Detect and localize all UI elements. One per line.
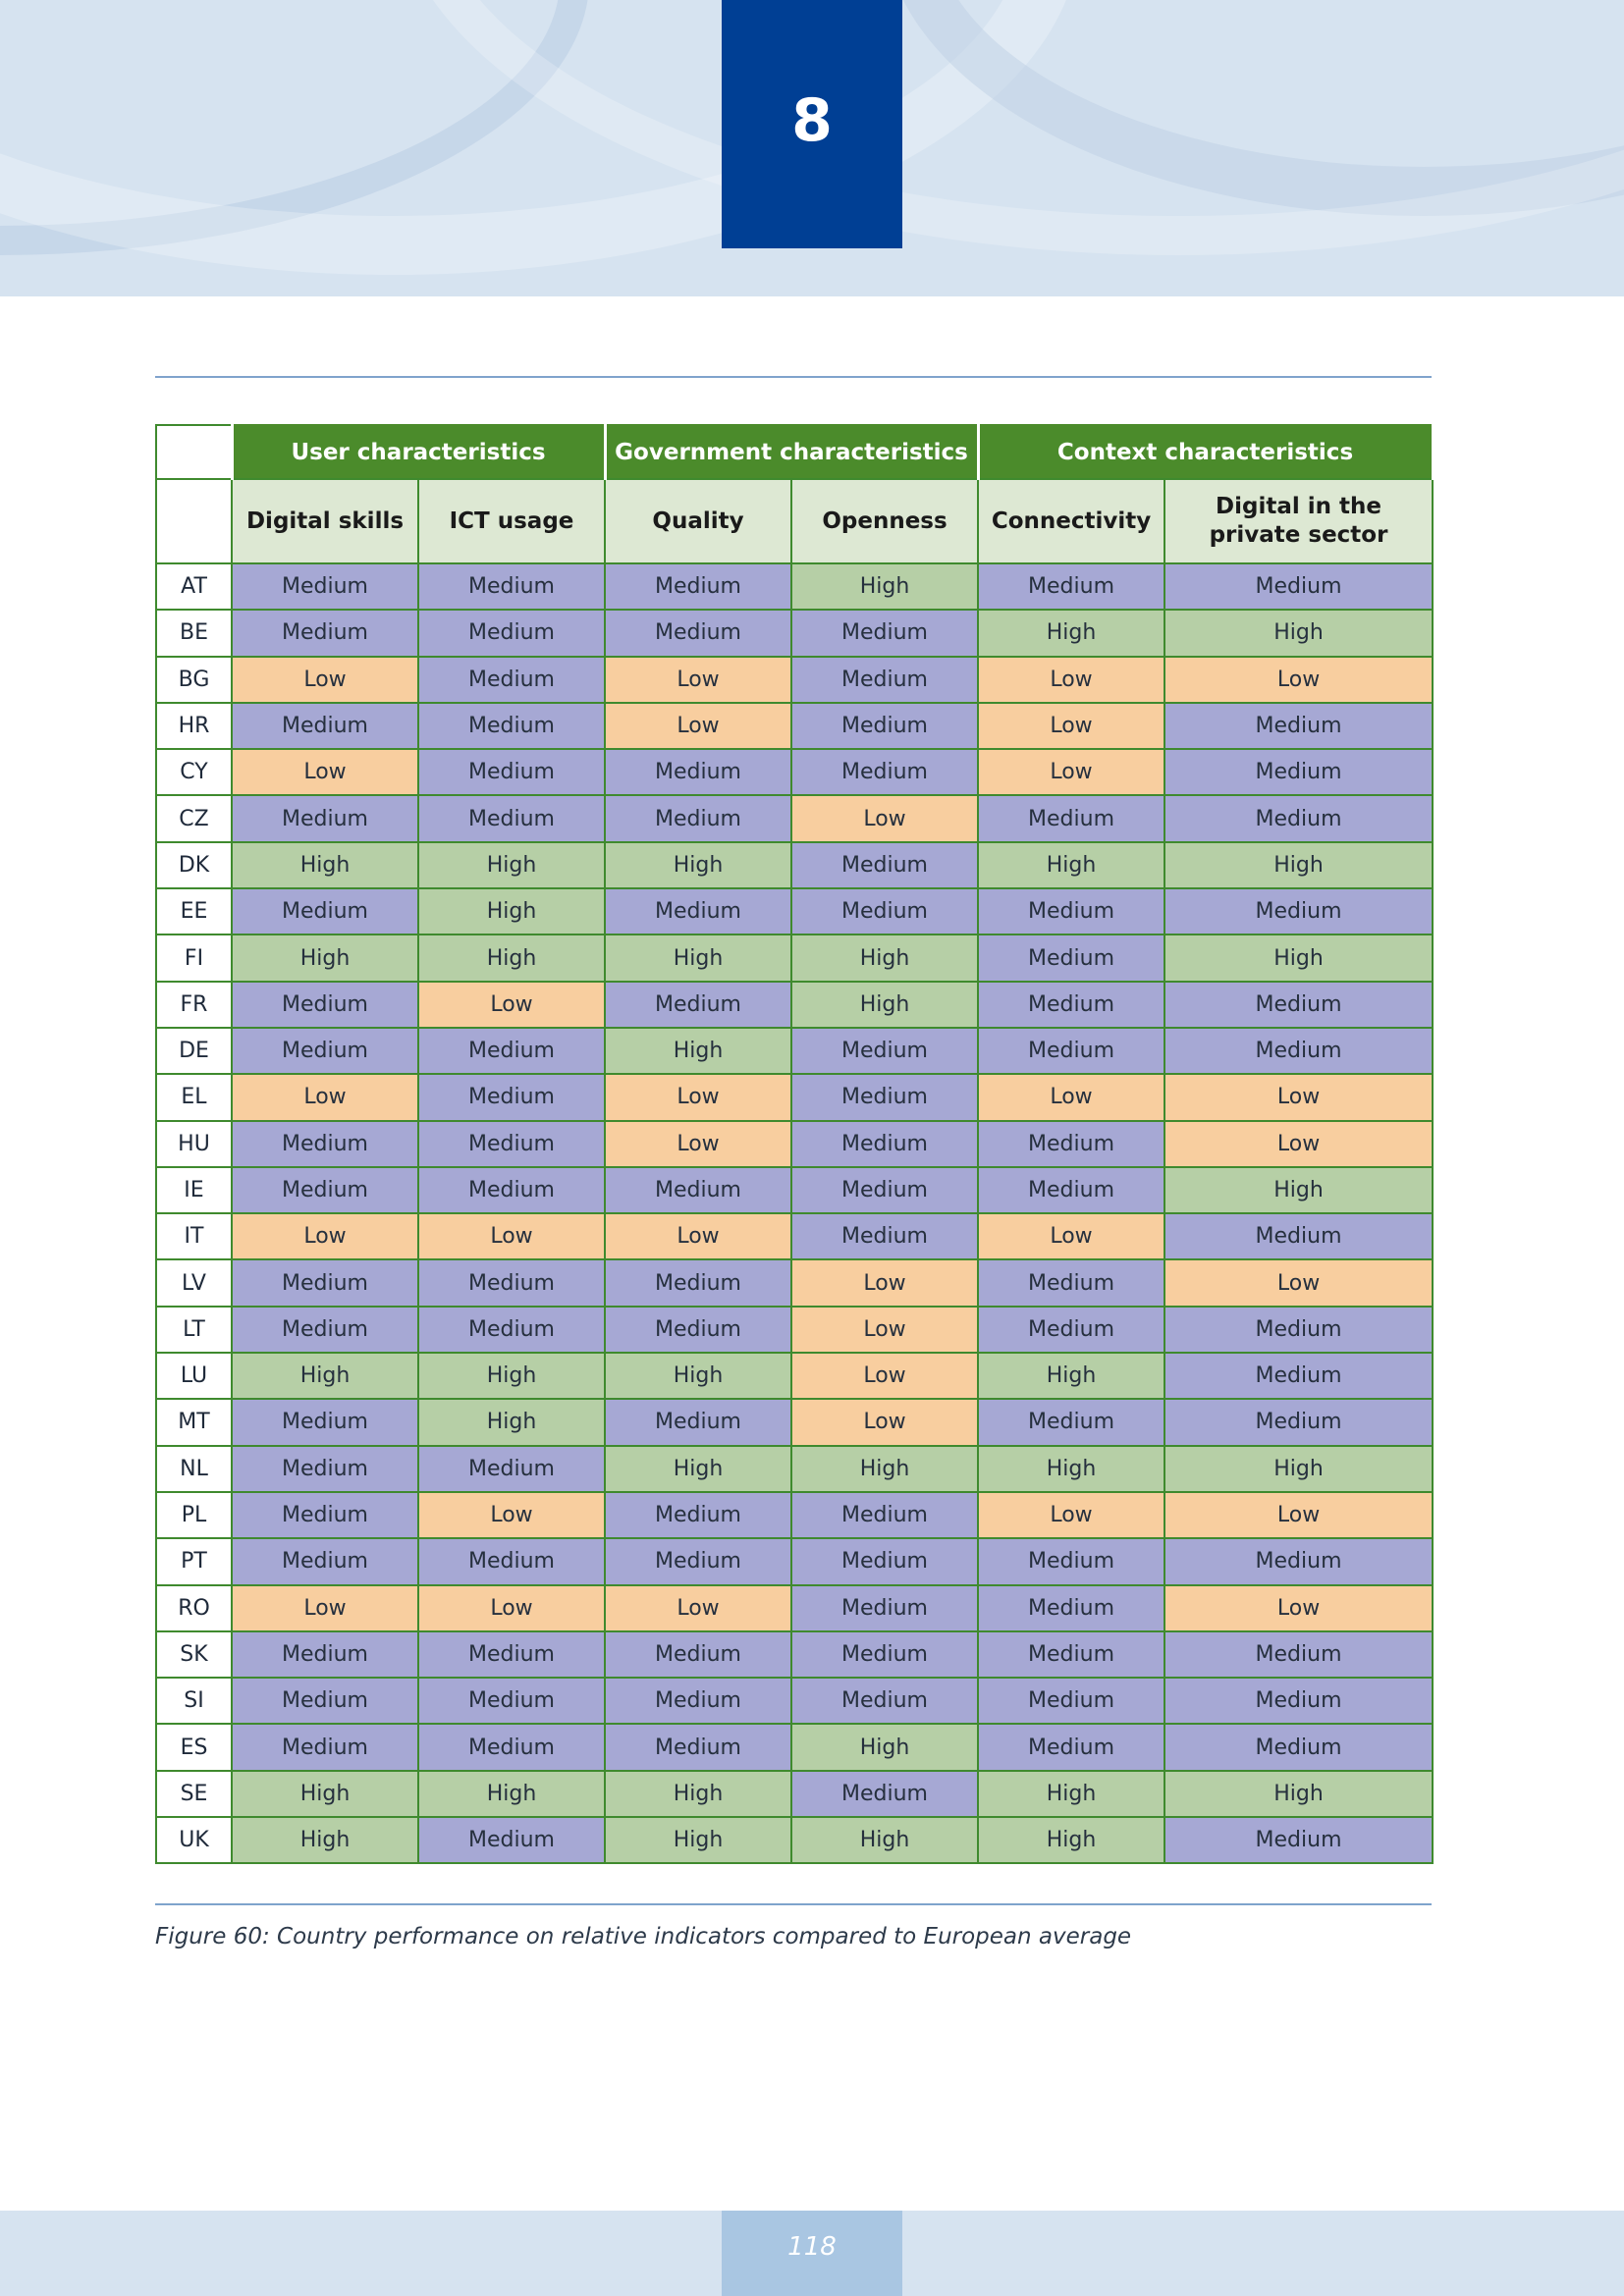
rating-cell: Low [232, 657, 418, 703]
rating-cell: Medium [232, 1724, 418, 1770]
page-number: 118 [787, 2231, 837, 2262]
rating-cell: High [418, 934, 605, 981]
country-code: CZ [156, 795, 232, 841]
table-row [156, 1074, 1433, 1120]
table-row [156, 1307, 1433, 1353]
performance-table [155, 424, 1435, 1864]
rating-cell: Medium [791, 657, 978, 703]
rating-cell: Medium [232, 1307, 418, 1353]
rating-cell: Medium [232, 982, 418, 1028]
rating-cell: High [1164, 934, 1433, 981]
rating-cell: Low [605, 703, 791, 749]
rating-cell: Medium [1164, 982, 1433, 1028]
rating-cell: Medium [791, 610, 978, 656]
table-row [156, 1492, 1433, 1538]
group-header-government: Government characteristics [605, 425, 978, 479]
country-code: DK [156, 842, 232, 888]
rating-cell: Medium [791, 888, 978, 934]
column-header-quality: Quality [605, 479, 791, 563]
rating-cell: Medium [791, 703, 978, 749]
rating-cell: Medium [791, 1585, 978, 1631]
rating-cell: Medium [605, 563, 791, 610]
rating-cell: Low [791, 1399, 978, 1445]
rating-cell: Medium [791, 1492, 978, 1538]
rating-cell: Medium [978, 1399, 1164, 1445]
rating-cell: Medium [978, 982, 1164, 1028]
table-row [156, 934, 1433, 981]
rating-cell: Medium [791, 1631, 978, 1678]
rating-cell: Medium [605, 982, 791, 1028]
country-code: AT [156, 563, 232, 610]
bottom-divider [155, 1903, 1432, 1905]
rating-cell: High [791, 563, 978, 610]
rating-cell: Medium [232, 1538, 418, 1584]
rating-cell: Medium [232, 1167, 418, 1213]
rating-cell: Medium [605, 1724, 791, 1770]
country-code: HR [156, 703, 232, 749]
table-row [156, 703, 1433, 749]
rating-cell: High [1164, 842, 1433, 888]
rating-cell: Medium [978, 1724, 1164, 1770]
rating-cell: High [978, 1817, 1164, 1863]
rating-cell: Medium [605, 1167, 791, 1213]
rating-cell: High [232, 1353, 418, 1399]
rating-cell: Medium [791, 1121, 978, 1167]
country-code: DE [156, 1028, 232, 1074]
top-divider [155, 376, 1432, 378]
rating-cell: Medium [232, 563, 418, 610]
table-row [156, 1167, 1433, 1213]
rating-cell: Medium [978, 1121, 1164, 1167]
rating-cell: Medium [418, 1028, 605, 1074]
rating-cell: Medium [1164, 888, 1433, 934]
table-row [156, 563, 1433, 610]
table-row [156, 842, 1433, 888]
rating-cell: High [232, 1771, 418, 1817]
table-row [156, 1585, 1433, 1631]
rating-cell: High [605, 1446, 791, 1492]
rating-cell: Medium [605, 1492, 791, 1538]
rating-cell: Medium [1164, 1817, 1433, 1863]
rating-cell: Medium [232, 610, 418, 656]
rating-cell: Medium [791, 1213, 978, 1259]
rating-cell: Medium [418, 1631, 605, 1678]
rating-cell: High [605, 1817, 791, 1863]
rating-cell: High [418, 1771, 605, 1817]
rating-cell: Medium [418, 1817, 605, 1863]
country-code: RO [156, 1585, 232, 1631]
country-code: PT [156, 1538, 232, 1584]
column-header-digital-skills: Digital skills [232, 479, 418, 563]
rating-cell: Medium [1164, 1213, 1433, 1259]
rating-cell: Low [605, 1074, 791, 1120]
rating-cell: Low [1164, 1259, 1433, 1306]
rating-cell: Medium [1164, 1631, 1433, 1678]
column-header-ict-usage: ICT usage [418, 479, 605, 563]
rating-cell: High [605, 842, 791, 888]
rating-cell: High [605, 934, 791, 981]
rating-cell: High [978, 842, 1164, 888]
country-code: LU [156, 1353, 232, 1399]
rating-cell: Low [605, 1585, 791, 1631]
rating-cell: Medium [791, 749, 978, 795]
rating-cell: Low [418, 1492, 605, 1538]
rating-cell: Medium [605, 1538, 791, 1584]
figure-caption: Figure 60: Country performance on relative indicators compared to European average [155, 1924, 1132, 1949]
rating-cell: High [232, 842, 418, 888]
rating-cell: Low [1164, 657, 1433, 703]
country-code: NL [156, 1446, 232, 1492]
country-code: PL [156, 1492, 232, 1538]
rating-cell: Low [791, 795, 978, 841]
rating-cell: Medium [605, 749, 791, 795]
rating-cell: Medium [232, 1121, 418, 1167]
rating-cell: Low [791, 1353, 978, 1399]
country-code: UK [156, 1817, 232, 1863]
rating-cell: Medium [232, 1259, 418, 1306]
table-row [156, 982, 1433, 1028]
table-row [156, 1121, 1433, 1167]
rating-cell: Medium [418, 610, 605, 656]
rating-cell: Medium [978, 888, 1164, 934]
table-row [156, 1678, 1433, 1724]
country-code: SE [156, 1771, 232, 1817]
group-header-user: User characteristics [232, 425, 605, 479]
rating-cell: Low [418, 1213, 605, 1259]
rating-cell: Low [418, 982, 605, 1028]
rating-cell: Medium [978, 1167, 1164, 1213]
rating-cell: Low [232, 1213, 418, 1259]
rating-cell: Medium [232, 888, 418, 934]
rating-cell: Low [791, 1259, 978, 1306]
rating-cell: Medium [418, 1259, 605, 1306]
rating-cell: Medium [232, 1678, 418, 1724]
table-row [156, 1631, 1433, 1678]
country-code: IE [156, 1167, 232, 1213]
country-code: SK [156, 1631, 232, 1678]
rating-cell: High [418, 888, 605, 934]
rating-cell: High [1164, 1771, 1433, 1817]
rating-cell: High [978, 610, 1164, 656]
rating-cell: Medium [418, 1307, 605, 1353]
country-code: BE [156, 610, 232, 656]
rating-cell: Low [978, 1213, 1164, 1259]
rating-cell: High [605, 1771, 791, 1817]
rating-cell: High [605, 1028, 791, 1074]
country-code: EE [156, 888, 232, 934]
rating-cell: Low [1164, 1585, 1433, 1631]
rating-cell: Low [978, 1074, 1164, 1120]
table-row [156, 1771, 1433, 1817]
rating-cell: High [418, 1399, 605, 1445]
table-row [156, 610, 1433, 656]
rating-cell: Low [1164, 1074, 1433, 1120]
table-row [156, 1817, 1433, 1863]
rating-cell: Medium [978, 1631, 1164, 1678]
table-row [156, 1538, 1433, 1584]
rating-cell: High [1164, 610, 1433, 656]
rating-cell: Medium [791, 1771, 978, 1817]
corner-cell [156, 479, 232, 563]
rating-cell: Low [232, 1074, 418, 1120]
rating-cell: High [978, 1446, 1164, 1492]
rating-cell: Medium [1164, 749, 1433, 795]
table-row [156, 1724, 1433, 1770]
rating-cell: Medium [418, 1446, 605, 1492]
group-header-context: Context characteristics [978, 425, 1433, 479]
rating-cell: Medium [978, 1538, 1164, 1584]
table-row [156, 1399, 1433, 1445]
column-header-digital-private-sector: Digital in the private sector [1164, 479, 1433, 563]
rating-cell: Medium [232, 703, 418, 749]
rating-cell: Medium [418, 1121, 605, 1167]
rating-cell: Low [418, 1585, 605, 1631]
rating-cell: Low [978, 749, 1164, 795]
table-row [156, 1028, 1433, 1074]
rating-cell: Medium [1164, 795, 1433, 841]
chapter-marker [722, 0, 902, 248]
rating-cell: Low [605, 657, 791, 703]
table-row [156, 749, 1433, 795]
rating-cell: Medium [418, 1074, 605, 1120]
rating-cell: Medium [605, 1259, 791, 1306]
rating-cell: High [1164, 1446, 1433, 1492]
rating-cell: Medium [1164, 1678, 1433, 1724]
rating-cell: Medium [791, 842, 978, 888]
rating-cell: Medium [791, 1167, 978, 1213]
column-header-row [156, 479, 1433, 563]
rating-cell: Low [1164, 1121, 1433, 1167]
rating-cell: Medium [978, 795, 1164, 841]
country-code: HU [156, 1121, 232, 1167]
country-code: IT [156, 1213, 232, 1259]
rating-cell: Medium [791, 1074, 978, 1120]
rating-cell: Medium [978, 1678, 1164, 1724]
rating-cell: High [605, 1353, 791, 1399]
rating-cell: Low [605, 1121, 791, 1167]
rating-cell: High [418, 1353, 605, 1399]
table-row [156, 1353, 1433, 1399]
rating-cell: Medium [791, 1028, 978, 1074]
table-body [156, 563, 1433, 1863]
rating-cell: Medium [1164, 703, 1433, 749]
rating-cell: Medium [232, 1399, 418, 1445]
page-number-box [722, 2211, 902, 2296]
rating-cell: Medium [978, 563, 1164, 610]
rating-cell: Medium [232, 1028, 418, 1074]
country-code: CY [156, 749, 232, 795]
rating-cell: Low [1164, 1492, 1433, 1538]
rating-cell: Medium [1164, 1353, 1433, 1399]
rating-cell: Medium [1164, 1028, 1433, 1074]
rating-cell: Medium [978, 1307, 1164, 1353]
rating-cell: Medium [418, 703, 605, 749]
rating-cell: Medium [605, 1399, 791, 1445]
rating-cell: Medium [978, 1028, 1164, 1074]
rating-cell: Medium [605, 610, 791, 656]
corner-cell [156, 425, 232, 479]
rating-cell: High [791, 1724, 978, 1770]
group-header-row [156, 425, 1433, 479]
country-code: BG [156, 657, 232, 703]
country-code: EL [156, 1074, 232, 1120]
country-code: FI [156, 934, 232, 981]
rating-cell: Medium [791, 1538, 978, 1584]
rating-cell: Medium [1164, 1724, 1433, 1770]
rating-cell: High [791, 934, 978, 981]
column-header-connectivity: Connectivity [978, 479, 1164, 563]
rating-cell: High [1164, 1167, 1433, 1213]
rating-cell: Medium [418, 749, 605, 795]
rating-cell: Medium [232, 1631, 418, 1678]
rating-cell: Medium [418, 1538, 605, 1584]
rating-cell: Low [978, 657, 1164, 703]
country-code: LV [156, 1259, 232, 1306]
rating-cell: Medium [791, 1678, 978, 1724]
rating-cell: Low [232, 749, 418, 795]
rating-cell: Medium [418, 657, 605, 703]
rating-cell: High [978, 1353, 1164, 1399]
table-row [156, 657, 1433, 703]
rating-cell: Medium [232, 1492, 418, 1538]
rating-cell: Medium [418, 1678, 605, 1724]
rating-cell: Medium [978, 1259, 1164, 1306]
rating-cell: Medium [232, 1446, 418, 1492]
rating-cell: High [232, 934, 418, 981]
rating-cell: Medium [1164, 1307, 1433, 1353]
rating-cell: Medium [605, 795, 791, 841]
rating-cell: Medium [418, 795, 605, 841]
country-code: MT [156, 1399, 232, 1445]
rating-cell: Medium [418, 563, 605, 610]
rating-cell: High [791, 982, 978, 1028]
rating-cell: Low [232, 1585, 418, 1631]
chapter-number: 8 [791, 85, 833, 155]
country-code: SI [156, 1678, 232, 1724]
rating-cell: Medium [232, 795, 418, 841]
table-row [156, 888, 1433, 934]
rating-cell: High [791, 1446, 978, 1492]
rating-cell: Low [978, 1492, 1164, 1538]
rating-cell: Medium [605, 1307, 791, 1353]
rating-cell: Medium [605, 1631, 791, 1678]
country-code: FR [156, 982, 232, 1028]
rating-cell: High [232, 1817, 418, 1863]
rating-cell: Medium [605, 888, 791, 934]
table-row [156, 795, 1433, 841]
rating-cell: Medium [978, 934, 1164, 981]
rating-cell: Medium [978, 1585, 1164, 1631]
rating-cell: Medium [418, 1724, 605, 1770]
rating-cell: Medium [1164, 563, 1433, 610]
rating-cell: High [418, 842, 605, 888]
rating-cell: Low [605, 1213, 791, 1259]
rating-cell: High [978, 1771, 1164, 1817]
rating-cell: Low [978, 703, 1164, 749]
column-header-openness: Openness [791, 479, 978, 563]
table-row [156, 1446, 1433, 1492]
country-code: LT [156, 1307, 232, 1353]
table-row [156, 1259, 1433, 1306]
rating-cell: Medium [418, 1167, 605, 1213]
rating-cell: Medium [1164, 1399, 1433, 1445]
rating-cell: Medium [605, 1678, 791, 1724]
country-code: ES [156, 1724, 232, 1770]
rating-cell: Low [791, 1307, 978, 1353]
table-row [156, 1213, 1433, 1259]
rating-cell: High [791, 1817, 978, 1863]
rating-cell: Medium [1164, 1538, 1433, 1584]
